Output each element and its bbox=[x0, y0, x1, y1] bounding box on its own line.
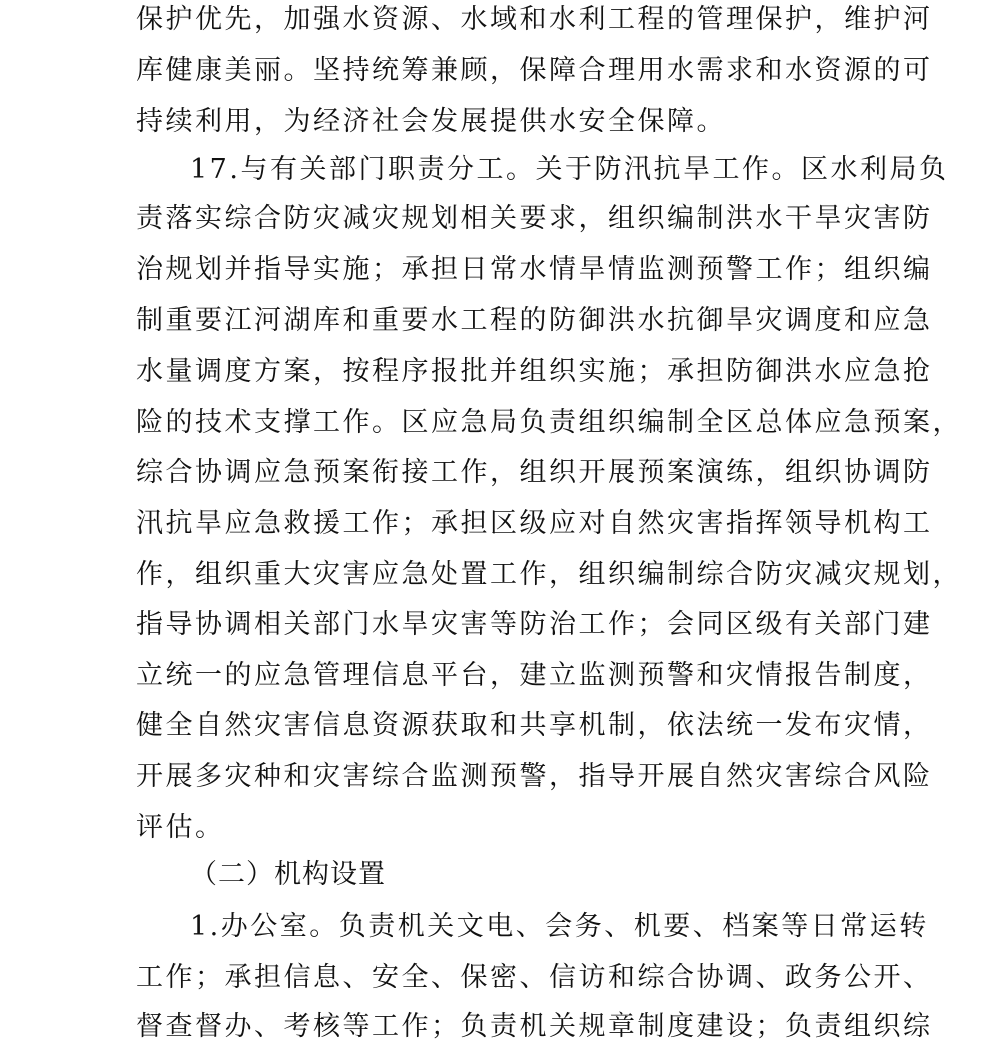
paragraph-line: 汛抗旱应急救援工作；承担区级应对自然灾害指挥领导机构工 bbox=[136, 508, 933, 539]
paragraph-line: 综合协调应急预案衔接工作，组织开展预案演练，组织协调防 bbox=[136, 457, 933, 488]
paragraph-line: 制重要江河湖库和重要水工程的防御洪水抗御旱灾调度和应急 bbox=[136, 305, 933, 336]
paragraph-line: 持续利用，为经济社会发展提供水安全保障。 bbox=[136, 106, 726, 137]
paragraph-line: 责落实综合防灾减灾规划相关要求，组织编制洪水干旱灾害防 bbox=[136, 203, 933, 234]
paragraph-line: 督查督办、考核等工作；负责机关规章制度建设；负责组织综 bbox=[136, 1011, 933, 1042]
paragraph-line: 作，组织重大灾害应急处置工作，组织编制综合防灾减灾规划， bbox=[136, 559, 962, 590]
paragraph-line: 治规划并指导实施；承担日常水情旱情监测预警工作；组织编 bbox=[136, 254, 933, 285]
paragraph-line: 评估。 bbox=[136, 812, 225, 843]
paragraph-line: 开展多灾种和灾害综合监测预警，指导开展自然灾害综合风险 bbox=[136, 761, 933, 792]
paragraph-line: 立统一的应急管理信息平台，建立监测预警和灾情报告制度， bbox=[136, 660, 933, 691]
paragraph-line: 健全自然灾害信息资源获取和共享机制，依法统一发布灾情， bbox=[136, 710, 933, 741]
paragraph-line: 指导协调相关部门水旱灾害等防治工作；会同区级有关部门建 bbox=[136, 609, 933, 640]
paragraph-line: 险的技术支撑工作。区应急局负责组织编制全区总体应急预案， bbox=[136, 407, 962, 438]
paragraph-line: 17.与有关部门职责分工。关于防汛抗旱工作。区水利局负 bbox=[190, 154, 949, 185]
paragraph-line: 1.办公室。负责机关文电、会务、机要、档案等日常运转 bbox=[190, 911, 929, 942]
paragraph-line: 保护优先，加强水资源、水域和水利工程的管理保护，维护河 bbox=[136, 4, 933, 35]
paragraph-line: 库健康美丽。坚持统筹兼顾，保障合理用水需求和水资源的可 bbox=[136, 55, 933, 86]
paragraph-line: 工作；承担信息、安全、保密、信访和综合协调、政务公开、 bbox=[136, 962, 933, 993]
section-heading: （二）机构设置 bbox=[190, 859, 386, 890]
paragraph-line: 水量调度方案，按程序报批并组织实施；承担防御洪水应急抢 bbox=[136, 356, 933, 387]
